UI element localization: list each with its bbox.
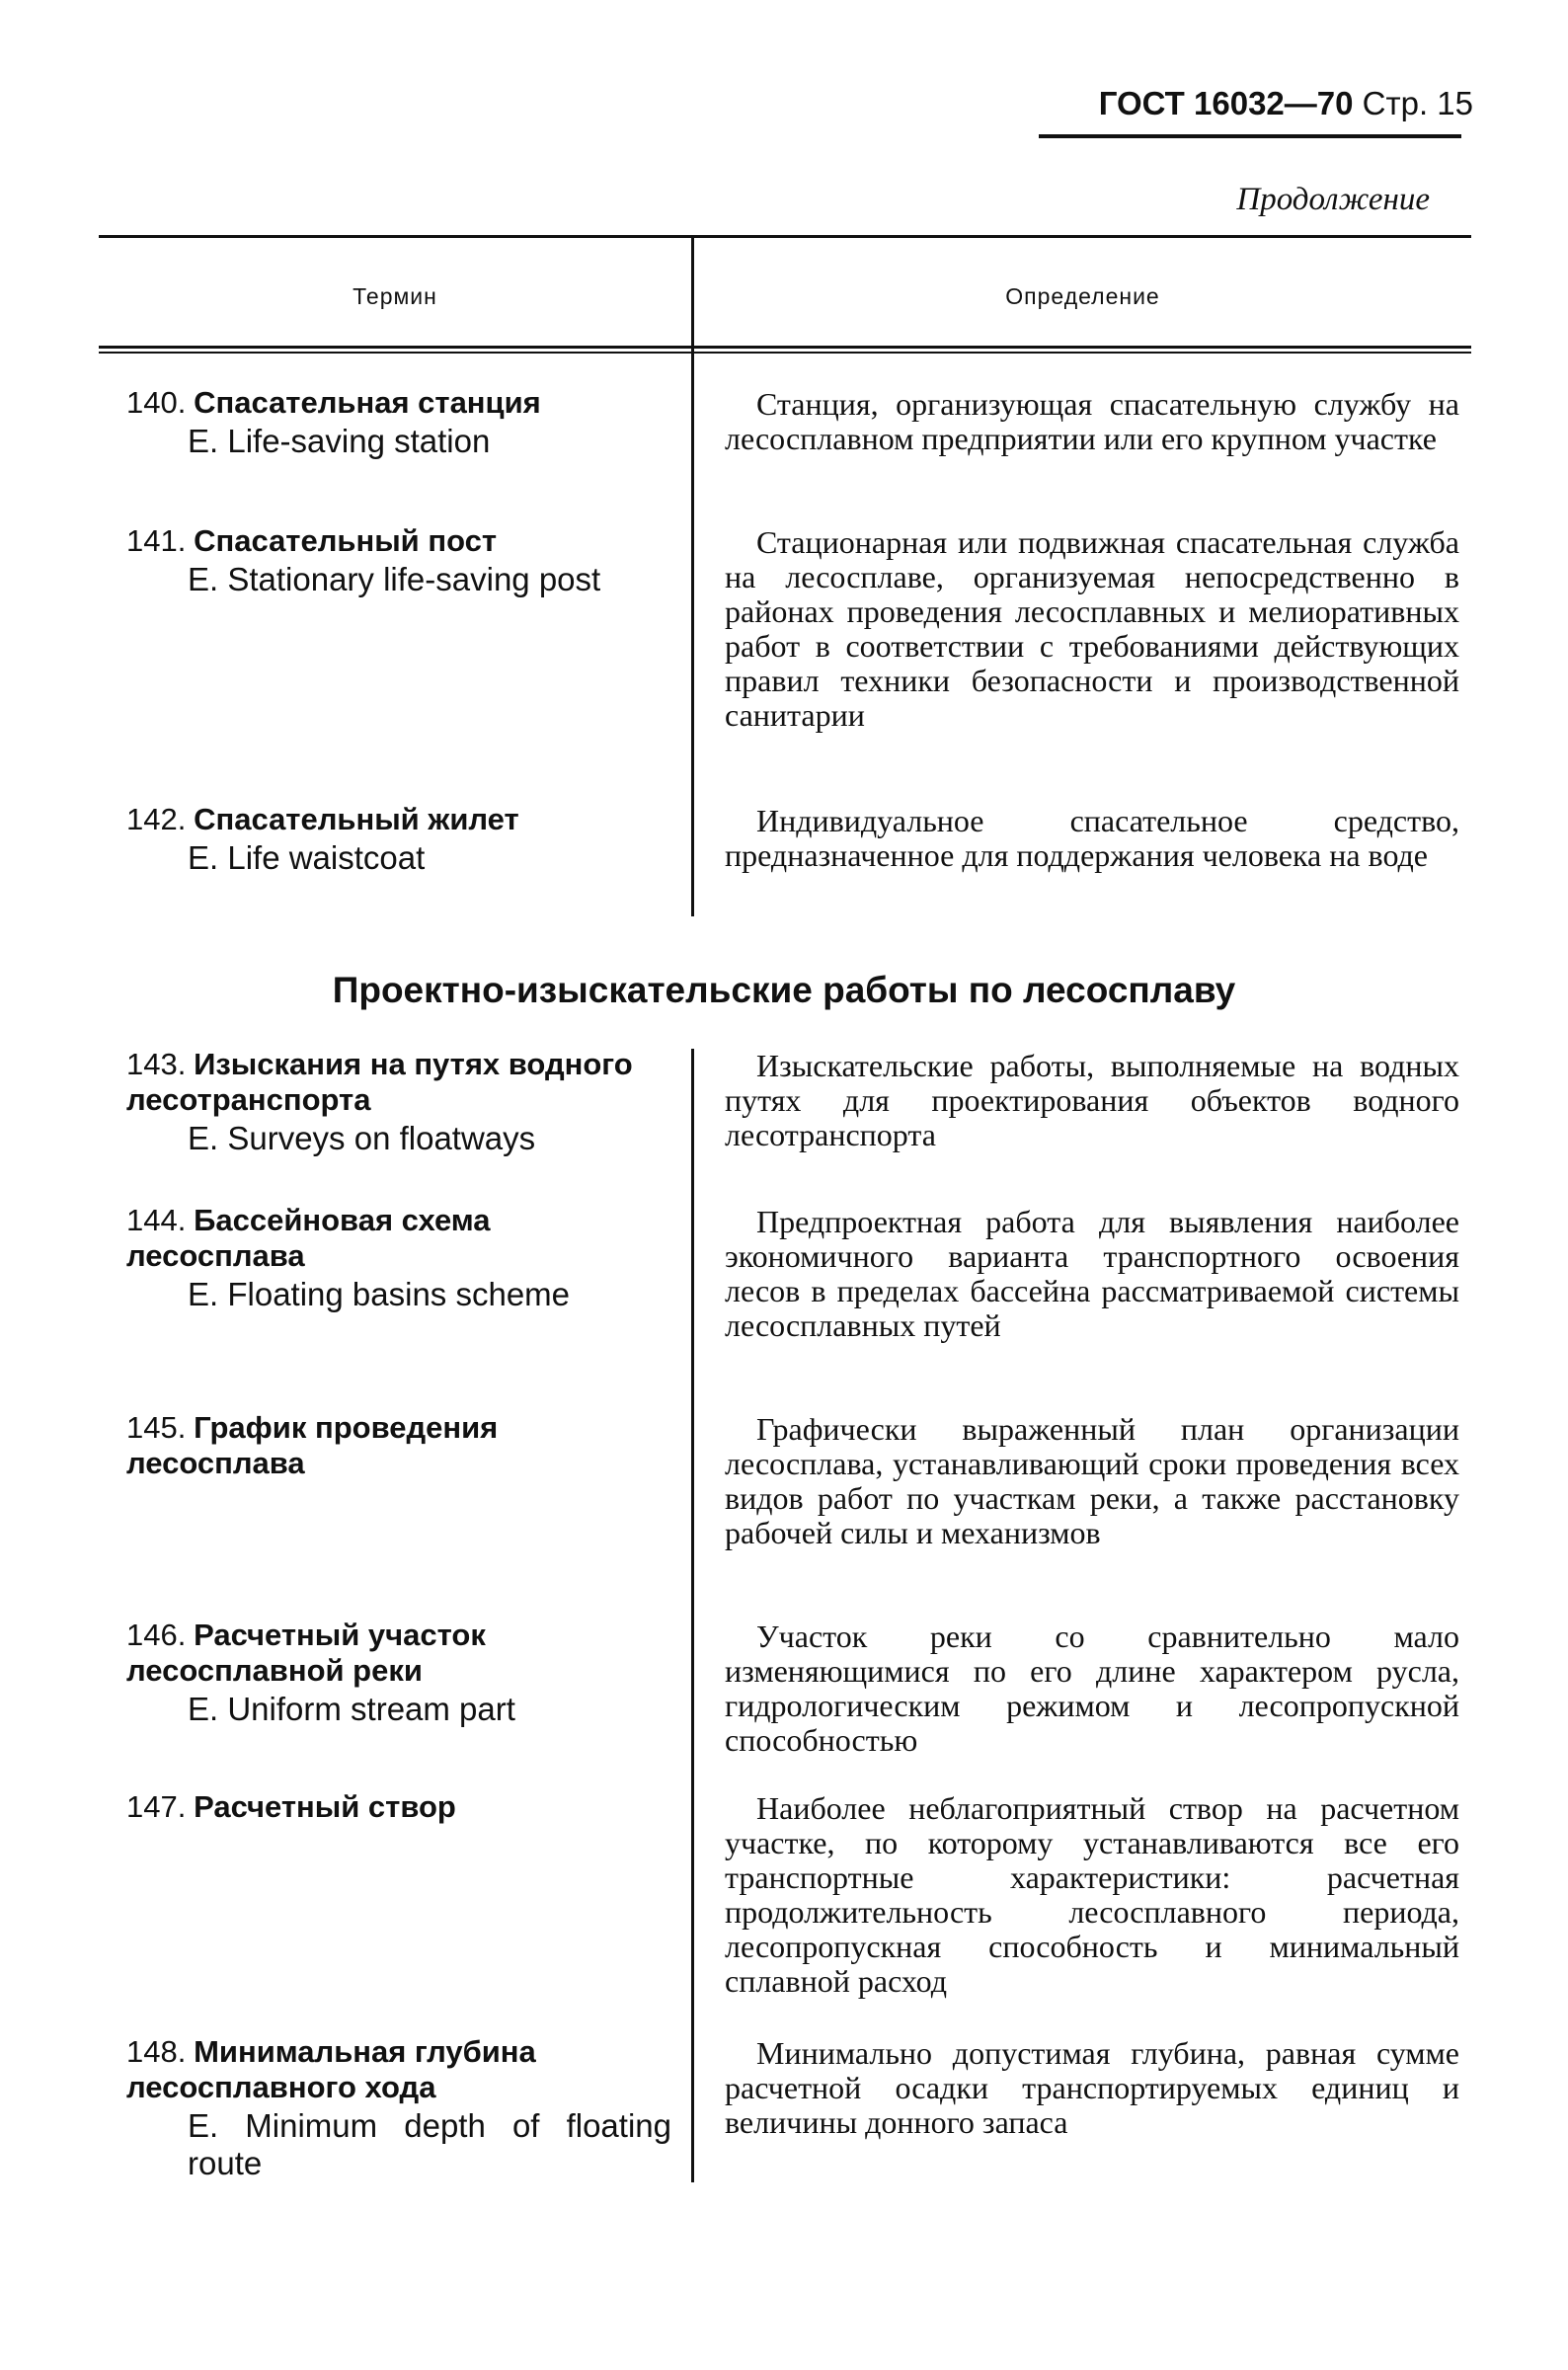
definition-142: Индивидуальное спасательное средство, предназначенное для поддержания человека на воде	[725, 803, 1459, 873]
term-name: Спасательный жилет	[194, 802, 519, 836]
term-name: Спасательный пост	[194, 523, 498, 558]
term-name: Расчетный створ	[194, 1789, 456, 1824]
term-140	[126, 385, 671, 460]
term-number: 147.	[126, 1789, 187, 1824]
table-top-rule	[99, 235, 1471, 238]
english-equivalent: E. Stationary life-saving post	[188, 561, 601, 597]
term-name: Бассейновая схема лесосплава	[126, 1203, 491, 1273]
term-number: 143.	[126, 1047, 187, 1081]
term-name: Минимальная глубина лесосплавного хода	[126, 2034, 536, 2104]
term-141	[126, 523, 671, 598]
term-143	[126, 1047, 671, 1157]
definition-147: Наиболее неблагоприятный створ на расчетном участке, по которому устанавливаются все его транспортные характеристики: расчетная продолжительность лесосплавного периода, лесопропускная способность и минимальный сплавной расход	[725, 1790, 1459, 1999]
definition-144: Предпроектная работа для выявления наиболее экономичного варианта транспортного освоения лесов в пределах бассейна рассматриваемой системы лесосплавных путей	[725, 1204, 1459, 1343]
header-rule	[1039, 134, 1461, 138]
standard-number: ГОСТ 16032—70	[1098, 85, 1354, 121]
term-name: Изыскания на путях водного лесотранспорта	[126, 1047, 633, 1117]
term-number: 148.	[126, 2034, 187, 2069]
english-equivalent: E. Minimum depth of floating route	[188, 2107, 671, 2181]
table-header-rule	[99, 346, 1471, 349]
term-144	[126, 1203, 671, 1313]
term-number: 145.	[126, 1410, 187, 1445]
column-divider-lower	[691, 1049, 694, 2182]
term-146	[126, 1618, 671, 1728]
definition-148: Минимально допустимая глубина, равная сумме расчетной осадки транспортируемых единиц и величины донного запаса	[725, 2035, 1459, 2140]
term-number: 146.	[126, 1618, 187, 1652]
definition-146: Участок реки со сравнительно мало изменяющимися по его длине характером русла, гидрологическим режимом и лесопропускной способностью	[725, 1619, 1459, 1758]
english-equivalent: E. Surveys on floatways	[188, 1120, 536, 1156]
english-equivalent: E. Life waistcoat	[188, 839, 426, 876]
definition-145: Графически выраженный план организации лесосплава, устанавливающий сроки проведения всех видов работ по участкам реки, а также расстановку рабочей силы и механизмов	[725, 1411, 1459, 1550]
term-145	[126, 1410, 671, 1481]
definition-143: Изыскательские работы, выполняемые на водных путях для проектирования объектов водного лесотранспорта	[725, 1048, 1459, 1152]
term-148	[126, 2034, 671, 2182]
column-header-definition: Определение	[1005, 283, 1160, 309]
english-equivalent: E. Uniform stream part	[188, 1691, 515, 1727]
table-header-rule-2	[99, 352, 1471, 354]
definition-140: Станция, организующая спасательную службу на лесосплавном предприятии или его крупном участке	[725, 386, 1459, 456]
term-number: 144.	[126, 1203, 187, 1237]
column-divider-upper	[691, 235, 694, 916]
term-number: 141.	[126, 523, 187, 558]
section-title: Проектно-изыскательские работы по лесосплаву	[332, 970, 1236, 1010]
term-name: График проведения лесосплава	[126, 1410, 499, 1480]
term-147	[126, 1789, 671, 1825]
english-equivalent: E. Floating basins scheme	[188, 1276, 571, 1312]
term-number: 142.	[126, 802, 187, 836]
page-header	[1039, 85, 1473, 138]
continuation-label: Продолжение	[1236, 182, 1430, 217]
page-number: Стр. 15	[1362, 85, 1473, 121]
english-equivalent: E. Life-saving station	[188, 423, 491, 459]
term-name: Расчетный участок лесосплавной реки	[126, 1618, 486, 1688]
term-name: Спасательная станция	[194, 385, 541, 420]
term-142	[126, 802, 671, 877]
column-header-term: Термин	[353, 283, 437, 309]
term-number: 140.	[126, 385, 187, 420]
definition-141: Стационарная или подвижная спасательная служба на лесосплаве, организуемая непосредственно в районах проведения лесосплавных и мелиоративных работ в соответствии с требованиями действующих правил техники безопасности и производственной санитарии	[725, 524, 1459, 733]
